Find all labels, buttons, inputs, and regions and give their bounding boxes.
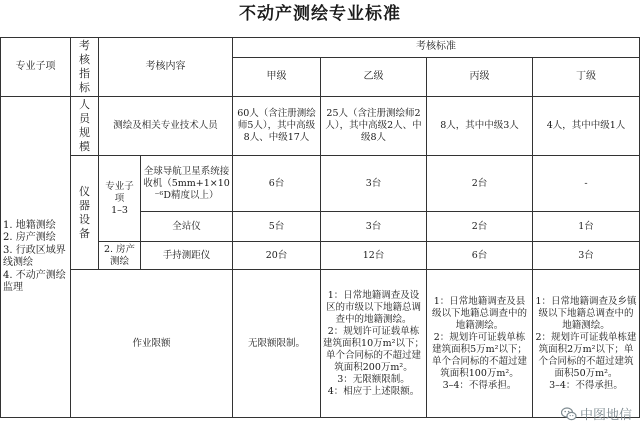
work-limit-grade-d: 1：日常地籍调查及乡镇级以下地籍总调查中的地籍测绘。 2：规划许可证载单栋建筑面积2万m²以下；单个合同标的不超过建筑面积50万m²。 3–4：不得承担。: [533, 270, 640, 418]
page-title: 不动产测绘专业标准: [239, 4, 401, 24]
rangefinder-grade-d: 3台: [533, 242, 640, 270]
header-content: 考核内容: [99, 38, 233, 97]
header-grade-b: 乙级: [321, 57, 427, 96]
header-standard: 考核标准: [233, 38, 640, 58]
personnel-grade-b: 25人（含注册测绘师2人），其中高级2人、中级8人: [321, 97, 427, 156]
wechat-icon: [561, 406, 577, 422]
work-limit-grade-a: 无限额限制。: [233, 270, 321, 418]
gnss-grade-c: 2台: [427, 156, 533, 212]
rangefinder-label: 手持测距仪: [141, 242, 233, 270]
equipment-subitem-2: 2. 房产测绘: [99, 242, 141, 270]
header-grade-c: 丙级: [427, 57, 533, 96]
watermark: [561, 404, 632, 423]
subject-list: 1. 地籍测绘 2. 房产测绘 3. 行政区域界线测绘 4. 不动产测绘监理: [3, 219, 66, 293]
personnel-indicator: 人员规模: [71, 97, 99, 156]
equipment-indicator: 仪器设备: [71, 156, 99, 270]
total-station-grade-c: 2台: [427, 212, 533, 242]
work-limit-grade-c: 1：日常地籍调查及县级以下地籍总调查中的地籍测绘。 2：规划许可证载单栋建筑面积5万m²以下；单个合同标的不超过建筑面积100万m²。 3–4：不得承担。: [427, 270, 533, 418]
header-indicator: 考核指标: [71, 38, 99, 97]
rangefinder-grade-b: 12台: [321, 242, 427, 270]
personnel-grade-d: 4人，其中中级1人: [533, 97, 640, 156]
work-limit-grade-b: 1：日常地籍调查及设区的市级以下地籍总调查中的地籍测绘。 2：规划许可证载单栋建筑面积10万m²以下；单个合同标的不超过建筑面积200万m²。 3：无限额限制。 4：相应于上述限额。: [321, 270, 427, 418]
rangefinder-grade-c: 6台: [427, 242, 533, 270]
gnss-grade-d: -: [533, 156, 640, 212]
total-station-label: 全站仪: [141, 212, 233, 242]
gnss-grade-b: 3台: [321, 156, 427, 212]
total-station-grade-d: 1台: [533, 212, 640, 242]
header-grade-a: 甲级: [233, 57, 321, 96]
gnss-label: 全球导航卫星系统接收机（5mm+1×10⁻⁶D精度以上）: [141, 156, 233, 212]
total-station-grade-b: 3台: [321, 212, 427, 242]
personnel-grade-a: 60人（含注册测绘师5人），其中高级8人、中级17人: [233, 97, 321, 156]
subject-list-cell: [1, 97, 71, 418]
equipment-subitem-1-3: 专业子项 1–3: [99, 156, 141, 242]
gnss-grade-a: 6台: [233, 156, 321, 212]
header-grade-d: 丁级: [533, 57, 640, 96]
standards-table: [0, 37, 640, 418]
work-limit-label: 作业限额: [71, 270, 233, 418]
rangefinder-grade-a: 20台: [233, 242, 321, 270]
total-station-grade-a: 5台: [233, 212, 321, 242]
header-subject: 专业子项: [1, 38, 71, 97]
personnel-grade-c: 8人，其中中级3人: [427, 97, 533, 156]
personnel-content: 测绘及相关专业技术人员: [99, 97, 233, 156]
watermark-text: 中图地信: [579, 408, 632, 423]
